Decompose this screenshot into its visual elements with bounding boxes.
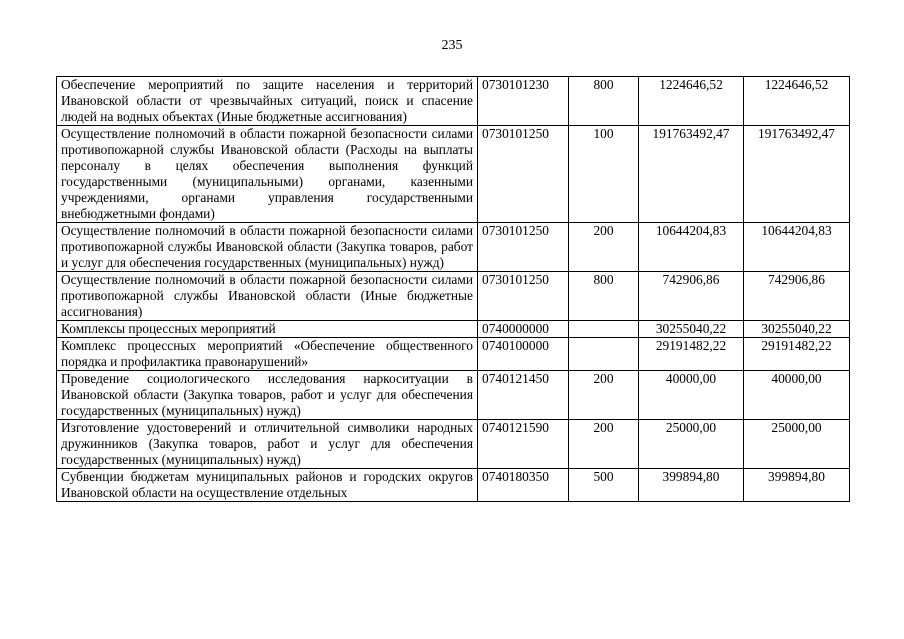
row-amount-1: 29191482,22 — [639, 338, 744, 371]
row-code: 0740000000 — [478, 321, 569, 338]
row-type: 800 — [569, 272, 639, 321]
row-type: 100 — [569, 126, 639, 223]
table-row — [57, 77, 850, 126]
table-row — [57, 223, 850, 272]
row-amount-1: 25000,00 — [639, 420, 744, 469]
row-name: Комплексы процессных мероприятий — [57, 321, 478, 338]
row-amount-1: 399894,80 — [639, 469, 744, 502]
row-amount-2: 29191482,22 — [744, 338, 850, 371]
row-amount-2: 25000,00 — [744, 420, 850, 469]
row-code: 0740121590 — [478, 420, 569, 469]
row-amount-1: 30255040,22 — [639, 321, 744, 338]
row-amount-1: 191763492,47 — [639, 126, 744, 223]
row-amount-2: 40000,00 — [744, 371, 850, 420]
row-amount-2: 30255040,22 — [744, 321, 850, 338]
row-type: 200 — [569, 371, 639, 420]
row-code: 0740121450 — [478, 371, 569, 420]
row-amount-2: 742906,86 — [744, 272, 850, 321]
row-name: Изготовление удостоверений и отличительной символики народных дружинников (Закупка товаров, работ и услуг для обеспечения государственных (муниципальных) нужд) — [57, 420, 478, 469]
row-type: 200 — [569, 420, 639, 469]
row-amount-1: 1224646,52 — [639, 77, 744, 126]
row-type — [569, 321, 639, 338]
row-amount-2: 1224646,52 — [744, 77, 850, 126]
row-code: 0740180350 — [478, 469, 569, 502]
row-name: Субвенции бюджетам муниципальных районов и городских округов Ивановской области на осуществление отдельных — [57, 469, 478, 502]
row-amount-2: 10644204,83 — [744, 223, 850, 272]
row-type — [569, 338, 639, 371]
budget-table — [56, 76, 850, 502]
row-code: 0730101230 — [478, 77, 569, 126]
row-name: Осуществление полномочий в области пожарной безопасности силами противопожарной службы Ивановской области (Иные бюджетные ассигнования) — [57, 272, 478, 321]
row-name: Осуществление полномочий в области пожарной безопасности силами противопожарной службы Ивановской области (Закупка товаров, работ и услуг для обеспечения государственных (муниципальных) нужд) — [57, 223, 478, 272]
row-code: 0740100000 — [478, 338, 569, 371]
row-name: Осуществление полномочий в области пожарной безопасности силами противопожарной службы Ивановской области (Расходы на выплаты персоналу в целях обеспечения выполнения функций государственными (муниципальными) органами, казенными учреждениями, органами управления государственными внебюджетными фондами) — [57, 126, 478, 223]
row-code: 0730101250 — [478, 126, 569, 223]
table-row — [57, 338, 850, 371]
row-amount-1: 742906,86 — [639, 272, 744, 321]
row-amount-2: 399894,80 — [744, 469, 850, 502]
row-amount-1: 10644204,83 — [639, 223, 744, 272]
row-amount-1: 40000,00 — [639, 371, 744, 420]
row-name: Обеспечение мероприятий по защите населения и территорий Ивановской области от чрезвычайных ситуаций, поиск и спасение людей на водных объектах (Иные бюджетные ассигнования) — [57, 77, 478, 126]
row-amount-2: 191763492,47 — [744, 126, 850, 223]
table-row — [57, 272, 850, 321]
table-row — [57, 469, 850, 502]
row-type: 800 — [569, 77, 639, 126]
row-name: Проведение социологического исследования наркоситуации в Ивановской области (Закупка товаров, работ и услуг для обеспечения государственных (муниципальных) нужд) — [57, 371, 478, 420]
table-row — [57, 321, 850, 338]
row-code: 0730101250 — [478, 223, 569, 272]
table-row — [57, 371, 850, 420]
row-code: 0730101250 — [478, 272, 569, 321]
table-row — [57, 420, 850, 469]
row-type: 200 — [569, 223, 639, 272]
table-row — [57, 126, 850, 223]
page-number: 235 — [441, 38, 463, 53]
row-type: 500 — [569, 469, 639, 502]
row-name: Комплекс процессных мероприятий «Обеспечение общественного порядка и профилактика правонарушений» — [57, 338, 478, 371]
